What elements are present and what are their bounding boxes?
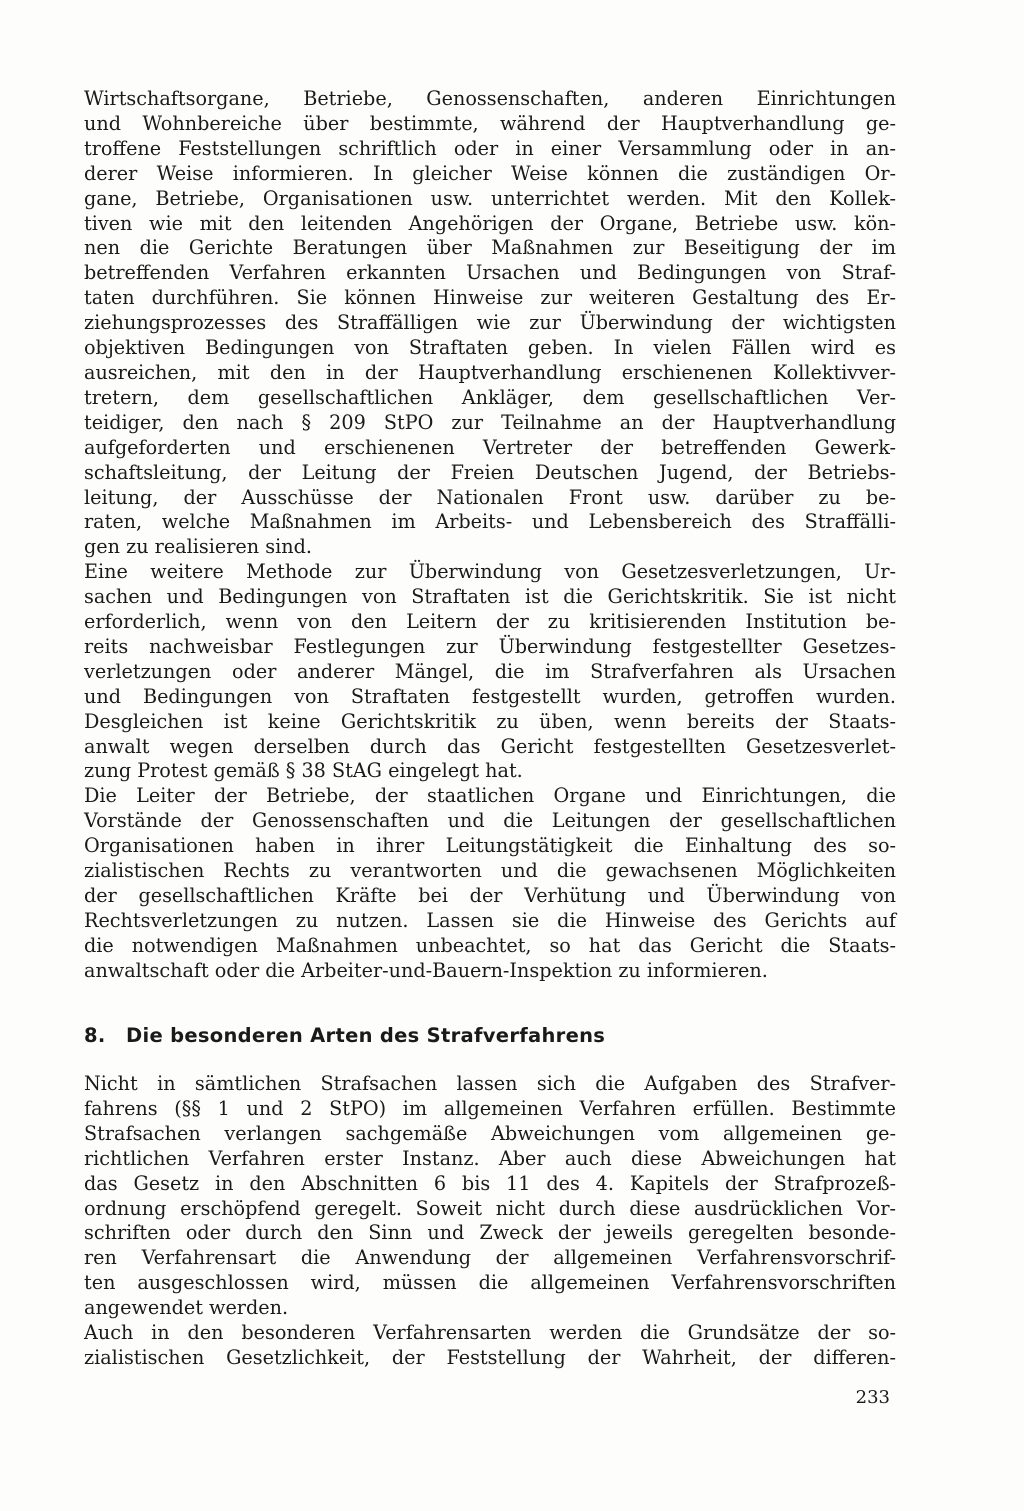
text-line: der gesellschaftlichen Kräfte bei der Verhütung und Überwindung von — [84, 884, 896, 907]
text-line: sachen und Bedingungen von Straftaten ist die Gerichtskritik. Sie ist nicht — [84, 585, 896, 609]
text-line: aufgeforderten und erschienenen Vertreter der betreffenden Gewerk- — [84, 435, 896, 459]
text-line: Eine weitere Methode zur Überwindung von Gesetzesverletzungen, Ur- — [84, 560, 896, 584]
text-line: fahrens (§§ 1 und 2 StPO) im allgemeinen Verfahren erfüllen. Bestimmte — [84, 1096, 896, 1120]
text-line: ren Verfahrensart die Anwendung der allgemeinen Verfahrensvorschrif- — [84, 1246, 896, 1270]
text-line: Die Leiter der Betriebe, der staatlichen Organe und Einrichtungen, die — [84, 784, 896, 808]
text-line: betreffenden Verfahren erkannten Ursachen und Bedingungen von Straf- — [84, 261, 896, 285]
text-line: objektiven Bedingungen von Straftaten geben. In vielen Fällen wird es — [84, 336, 896, 360]
text-line: und Wohnbereiche über bestimmte, während der Hauptverhandlung ge- — [84, 111, 896, 135]
text-line: teidiger, den nach § 209 StPO zur Teilnahme an der Hauptverhandlung — [84, 410, 896, 434]
text-line: ziehungsprozesses des Straffälligen wie zur Überwindung der wichtigsten — [84, 311, 896, 335]
text-line: zialistischen Gesetzlichkeit, der Feststellung der Wahrheit, der differen- — [84, 1345, 896, 1369]
text-line: ausreichen, mit den in der Hauptverhandlung erschienenen Kollektivver- — [84, 360, 896, 384]
text-line: Desgleichen ist keine Gerichtskritik zu üben, wenn bereits der Staats- — [84, 709, 896, 733]
page-number: 233 — [855, 1387, 890, 1408]
text-line: Wirtschaftsorgane, Betriebe, Genossenschaften, anderen Einrichtungen — [84, 87, 896, 110]
text-line: zialistischen Rechts zu verantworten und die gewachsenen Möglichkeiten — [84, 859, 896, 883]
text-line: tiven wie mit den leitenden Angehörigen der Organe, Betriebe usw. kön- — [84, 211, 896, 235]
text-block-top — [84, 87, 896, 984]
text-line: Rechtsverletzungen zu nutzen. Lassen sie die Hinweise des Gerichts auf — [84, 908, 896, 932]
text-line: tretern, dem gesellschaftlichen Ankläger, dem gesellschaftlichen Ver- — [84, 385, 896, 409]
text-line: taten durchführen. Sie können Hinweise zur weiteren Gestaltung des Er- — [84, 286, 896, 310]
text-line: raten, welche Maßnahmen im Arbeits- und Lebensbereich des Straffälli- — [84, 510, 896, 534]
text-line: gen zu realisieren sind. — [84, 535, 312, 559]
text-line: schaftsleitung, der Leitung der Freien Deutschen Jugend, der Betriebs- — [84, 460, 896, 484]
text-line: troffene Feststellungen schriftlich oder in einer Versammlung oder in an- — [84, 136, 896, 160]
text-line: gane, Betriebe, Organisationen usw. unterrichtet werden. Mit den Kollek- — [84, 186, 896, 210]
text-block-bottom — [84, 1072, 896, 1371]
section-title: Die besonderen Arten des Strafverfahrens — [126, 1024, 606, 1047]
text-line: Organisationen haben in ihrer Leitungstätigkeit die Einhaltung des so- — [84, 834, 896, 858]
text-line: anwaltschaft oder die Arbeiter-und-Bauern-Inspektion zu informieren. — [84, 958, 768, 982]
text-line: Auch in den besonderen Verfahrensarten werden die Grundsätze der so- — [84, 1321, 896, 1345]
text-line: leitung, der Ausschüsse der Nationalen Front usw. darüber zu be- — [84, 485, 896, 509]
text-line: erforderlich, wenn von den Leitern der zu kritisierenden Institution be- — [84, 610, 896, 634]
text-line: Vorstände der Genossenschaften und die Leitungen der gesellschaftlichen — [84, 809, 896, 833]
text-line: derer Weise informieren. In gleicher Weise können die zuständigen Or- — [84, 161, 896, 185]
text-line: Nicht in sämtlichen Strafsachen lassen sich die Aufgaben des Strafver- — [84, 1072, 896, 1095]
section-heading — [84, 1023, 605, 1049]
text-line: reits nachweisbar Festlegungen zur Überwindung festgestellter Gesetzes- — [84, 634, 896, 658]
text-line: schriften oder durch den Sinn und Zweck der jeweils geregelten besonde- — [84, 1221, 896, 1245]
text-line: verletzungen oder anderer Mängel, die im Strafverfahren als Ursachen — [84, 659, 896, 683]
text-line: die notwendigen Maßnahmen unbeachtet, so hat das Gericht die Staats- — [84, 933, 896, 957]
text-line: zung Protest gemäß § 38 StAG eingelegt hat. — [84, 759, 523, 783]
text-line: das Gesetz in den Abschnitten 6 bis 11 des 4. Kapitels der Strafprozeß- — [84, 1171, 896, 1195]
text-line: ten ausgeschlossen wird, müssen die allgemeinen Verfahrensvorschriften — [84, 1271, 896, 1295]
text-line: richtlichen Verfahren erster Instanz. Aber auch diese Abweichungen hat — [84, 1146, 896, 1170]
text-line: angewendet werden. — [84, 1296, 289, 1320]
text-line: nen die Gerichte Beratungen über Maßnahmen zur Beseitigung der im — [84, 236, 896, 260]
text-line: ordnung erschöpfend geregelt. Soweit nicht durch diese ausdrücklichen Vor- — [84, 1196, 896, 1220]
text-line: anwalt wegen derselben durch das Gericht festgestellten Gesetzesverlet- — [84, 734, 896, 758]
section-number: 8. — [84, 1024, 106, 1047]
text-line: und Bedingungen von Straftaten festgestellt wurden, getroffen wurden. — [84, 684, 896, 708]
text-line: Strafsachen verlangen sachgemäße Abweichungen vom allgemeinen ge- — [84, 1121, 896, 1145]
